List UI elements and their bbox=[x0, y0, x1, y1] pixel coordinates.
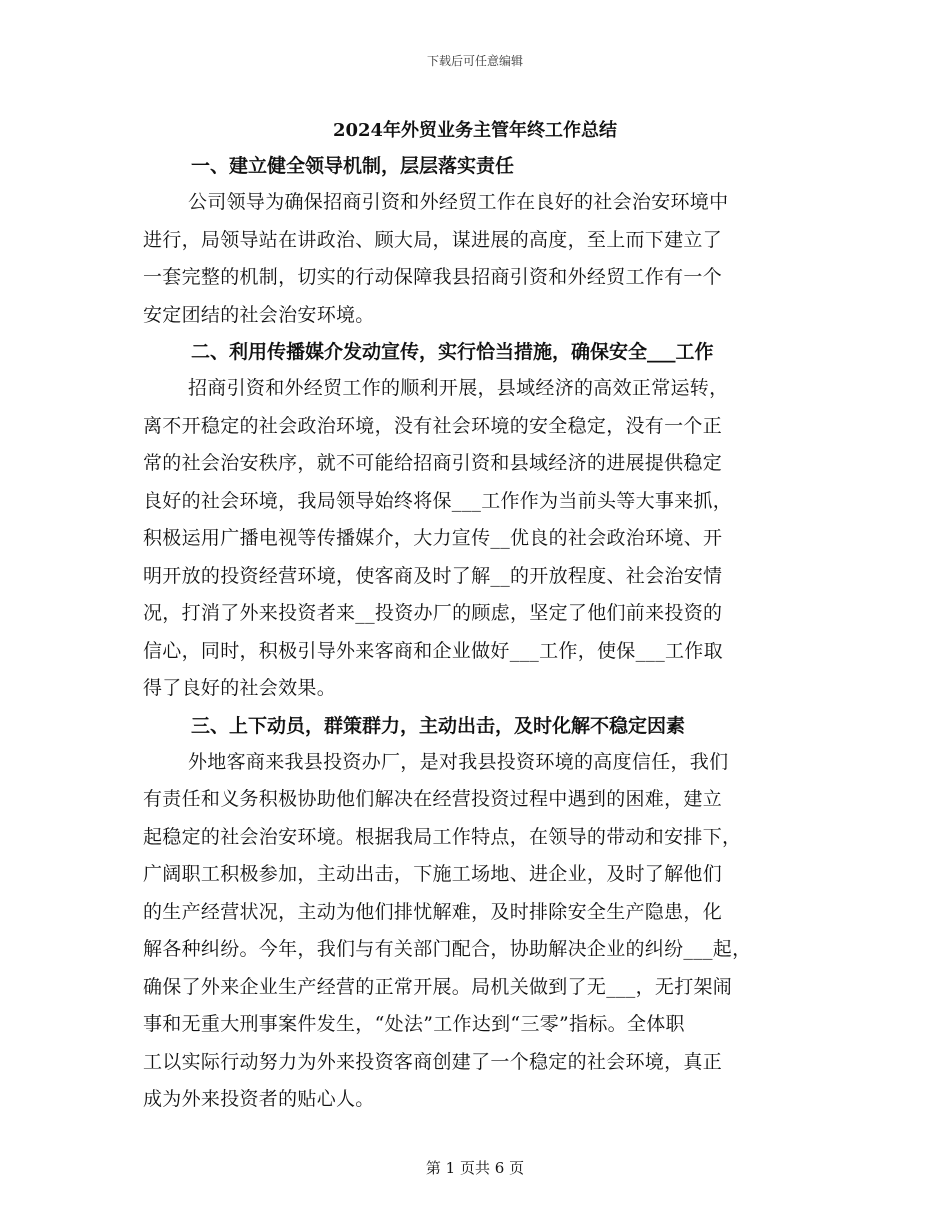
page-header: 下载后可任意编辑 bbox=[426, 54, 523, 68]
section-2 bbox=[143, 334, 813, 708]
page-number: 第 1 页共 6 页 bbox=[425, 1159, 525, 1177]
document-title: 2024年外贸业务主管年终工作总结 bbox=[332, 120, 618, 141]
section-1 bbox=[143, 148, 813, 334]
section-heading: 三、上下动员，群策群力，主动出击，及时化解不稳定因素 bbox=[191, 714, 686, 737]
document-body bbox=[143, 148, 813, 1119]
section-heading: 二、利用传播媒介发动宣传，实行恰当措施，确保安全___工作 bbox=[191, 341, 714, 363]
section-paragraph: 外地客商来我县投资办厂，是对我县投资环境的高度信任，我们 有责任和义务积极协助他们解决在经营投资过程中遇到的困难，建立 起稳定的社会治安环境。根据我局工作特点，在领导的带动和安排下， 广阔职工积极参加，主动出击，下施工场地、进企业，及时了解他们 的生产经营状况，主动为他们排忧解难，及时排除安全生产隐患，化 解各种纠纷。今年，我们与有关部门配合，协助解决企业的纠纷___起， 确保了外来企业生产经营的正常开展。局机关做到了无___，无打架闹 事和无重大刑事案件发生，“处法”工作达到“三零”指标。全体职 工以实际行动努力为外来投资客商创建了一个稳定的社会环境，真正 成为外来投资者的贴心人。 bbox=[143, 750, 752, 1110]
section-paragraph: 公司领导为确保招商引资和外经贸工作在良好的社会治安环境中 进行，局领导站在讲政治、顾大局，谋进展的高度，至上而下建立了 一套完整的机制，切实的行动保障我县招商引资和外经贸工作有一个 安定团结的社会治安环境。 bbox=[143, 191, 729, 326]
section-3 bbox=[143, 708, 813, 1119]
section-heading: 一、建立健全领导机制，层层落实责任 bbox=[191, 155, 515, 177]
section-paragraph: 招商引资和外经贸工作的顺利开展，县域经济的高效正常运转， 离不开稳定的社会政治环境，没有社会环境的安全稳定，没有一个正 常的社会治安秩序，就不可能给招商引资和县域经济的进展提供稳定 良好的社会环境，我局领导始终将保___工作作为当前头等大事来抓， 积极运用广播电视等传播媒介，大力宣传__优良的社会政治环境、开 明开放的投资经营环境，使客商及时了解__的开放程度、社会治安情 况，打消了外来投资者来__投资办厂的顾虑，坚定了他们前来投资的 信心，同时，积极引导外来客商和企业做好___工作，使保___工作取 得了良好的社会效果。 bbox=[143, 377, 733, 699]
